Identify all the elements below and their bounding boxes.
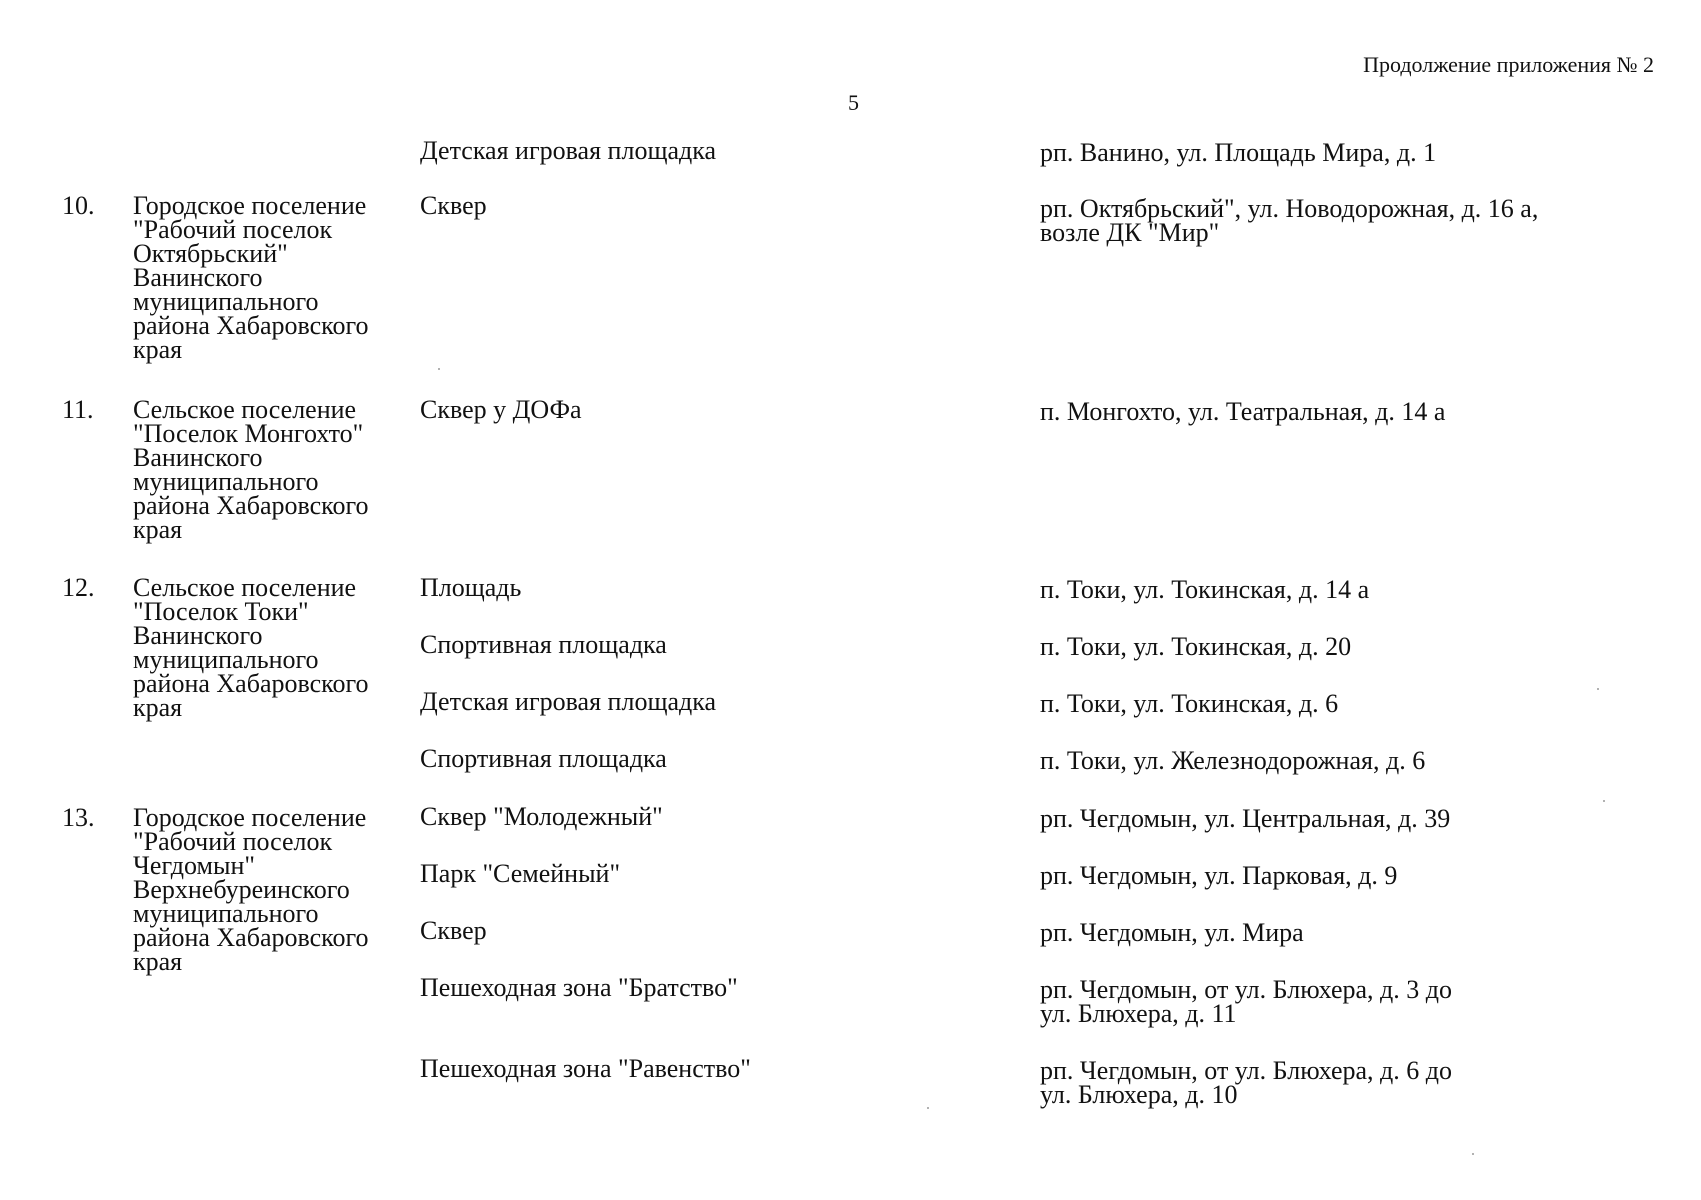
municipality-line: муниципального	[133, 645, 319, 674]
municipality-line: Чегдомын"	[133, 851, 255, 880]
municipality-line: Ванинского	[133, 621, 263, 650]
municipality-line: "Поселок Токи"	[133, 597, 309, 626]
municipality-line: муниципального	[133, 467, 319, 496]
municipality-line: "Поселок Монгохто"	[133, 419, 364, 448]
object-address: рп. Чегдомын, от ул. Блюхера, д. 6 до	[1040, 1056, 1453, 1085]
municipality-line: "Рабочий поселок	[133, 827, 333, 856]
object-address: п. Монгохто, ул. Театральная, д. 14 а	[1040, 397, 1446, 426]
row-number: 11.	[62, 395, 94, 424]
object-address: рп. Чегдомын, ул. Парковая, д. 9	[1040, 861, 1398, 890]
object-name: Детская игровая площадка	[420, 136, 717, 165]
object-address: п. Токи, ул. Токинская, д. 14 а	[1040, 575, 1370, 604]
municipality-line: Ванинского	[133, 263, 263, 292]
object-name: Детская игровая площадка	[420, 687, 717, 716]
municipality-line: Сельское поселение	[133, 395, 357, 424]
object-name: Спортивная площадка	[420, 744, 667, 773]
municipality-line: края	[133, 693, 183, 722]
municipality-line: муниципального	[133, 899, 319, 928]
object-address: рп. Октябрьский", ул. Новодорожная, д. 16 а,	[1040, 194, 1539, 223]
object-address: рп. Чегдомын, ул. Центральная, д. 39	[1040, 804, 1451, 833]
municipality-line: Октябрьский"	[133, 239, 288, 268]
object-name: Сквер	[420, 191, 487, 220]
scan-speck	[1472, 1153, 1474, 1155]
object-address: рп. Чегдомын, от ул. Блюхера, д. 3 до	[1040, 975, 1453, 1004]
municipality-line: района Хабаровского	[133, 311, 369, 340]
object-address: возле ДК "Мир"	[1040, 218, 1220, 247]
row-number: 10.	[62, 191, 95, 220]
object-address: рп. Ванино, ул. Площадь Мира, д. 1	[1040, 138, 1437, 167]
municipality-line: края	[133, 515, 183, 544]
object-name: Сквер у ДОФа	[420, 395, 582, 424]
municipality-line: района Хабаровского	[133, 923, 369, 952]
object-address: п. Токи, ул. Токинская, д. 20	[1040, 632, 1352, 661]
object-address: п. Токи, ул. Токинская, д. 6	[1040, 689, 1339, 718]
scan-speck	[1603, 800, 1605, 802]
object-name: Сквер	[420, 916, 487, 945]
municipality-line: Сельское поселение	[133, 573, 357, 602]
municipality-line: края	[133, 947, 183, 976]
municipality-line: Ванинского	[133, 443, 263, 472]
municipality-line: района Хабаровского	[133, 491, 369, 520]
municipality-line: края	[133, 335, 183, 364]
object-name: Спортивная площадка	[420, 630, 667, 659]
row-number: 12.	[62, 573, 95, 602]
scan-speck	[438, 368, 440, 370]
municipality-line: района Хабаровского	[133, 669, 369, 698]
object-address: п. Токи, ул. Железнодорожная, д. 6	[1040, 746, 1426, 775]
municipality-line: муниципального	[133, 287, 319, 316]
scan-speck	[927, 1107, 929, 1109]
object-name: Парк "Семейный"	[420, 859, 621, 888]
continuation-note: Продолжение приложения № 2	[1363, 52, 1654, 77]
municipality-line: Городское поселение	[133, 803, 367, 832]
object-name: Сквер "Молодежный"	[420, 802, 663, 831]
page-number: 5	[848, 90, 859, 115]
object-address: ул. Блюхера, д. 11	[1040, 999, 1237, 1028]
scan-speck	[1597, 688, 1599, 690]
row-number: 13.	[62, 803, 95, 832]
object-address: ул. Блюхера, д. 10	[1040, 1080, 1238, 1109]
object-address: рп. Чегдомын, ул. Мира	[1040, 918, 1304, 947]
municipality-line: Городское поселение	[133, 191, 367, 220]
object-name: Пешеходная зона "Равенство"	[420, 1054, 751, 1083]
object-name: Площадь	[420, 573, 522, 602]
object-name: Пешеходная зона "Братство"	[420, 973, 738, 1002]
municipality-line: Верхнебуреинского	[133, 875, 350, 904]
municipality-line: "Рабочий поселок	[133, 215, 333, 244]
